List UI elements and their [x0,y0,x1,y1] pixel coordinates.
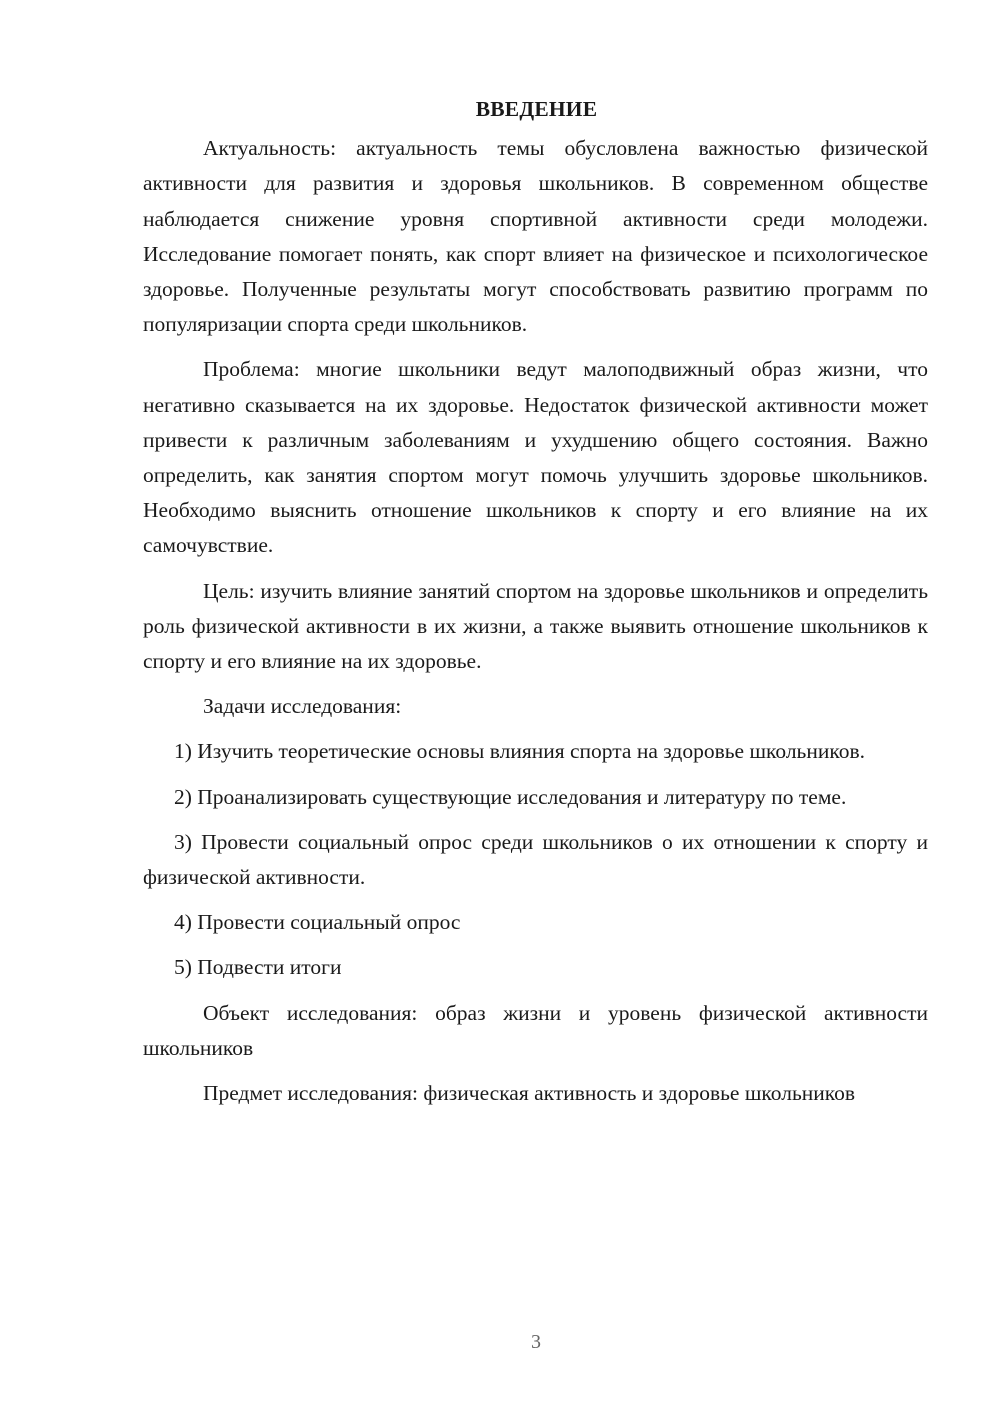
page-number: 3 [531,1331,541,1353]
task-item-3: 3) Провести социальный опрос среди школьников о их отношении к спорту и физической активности. [143,829,928,890]
task-item-1: 1) Изучить теоретические основы влияния спорта на здоровье школьников. [174,739,865,764]
goal-paragraph: Цель: изучить влияние занятий спортом на здоровье школьников и определить роль физической активности в их жизни, а также выявить отношение школьников к спорту и его влияние на их здоровье. [143,578,928,674]
task-item-4: 4) Провести социальный опрос [174,910,461,935]
object-paragraph: Объект исследования: образ жизни и уровень физической активности школьников [143,1000,928,1060]
page-content [143,92,928,1111]
subject-paragraph: Предмет исследования: физическая активность и здоровье школьников [203,1081,856,1106]
task-item-2: 2) Проанализировать существующие исследования и литературу по теме. [174,784,847,809]
problem-paragraph: Проблема: многие школьники ведут малоподвижный образ жизни, что негативно сказывается на их здоровье. Недостаток физической активности может привести к различным заболеваниям и ухудшению общего состояния. Важно определить, как занятия спортом могут помочь улучшить здоровье школьников. Необходимо выяснить отношение школьников к спорту и его влияние на их самочувствие. [143,357,928,558]
tasks-heading: Задачи исследования: [203,694,402,719]
relevance-paragraph: Актуальность: актуальность темы обусловлена важностью физической активности для развития и здоровья школьников. В современном обществе наблюдается снижение уровня спортивной активности среди молодежи. Исследование помогает понять, как спорт влияет на физическое и психологическое здоровье. Полученные результаты могут способствовать развитию программ по популяризации спорта среди школьников. [143,136,928,337]
task-item-5: 5) Подвести итоги [174,955,342,980]
page-title: ВВЕДЕНИЕ [475,97,598,121]
